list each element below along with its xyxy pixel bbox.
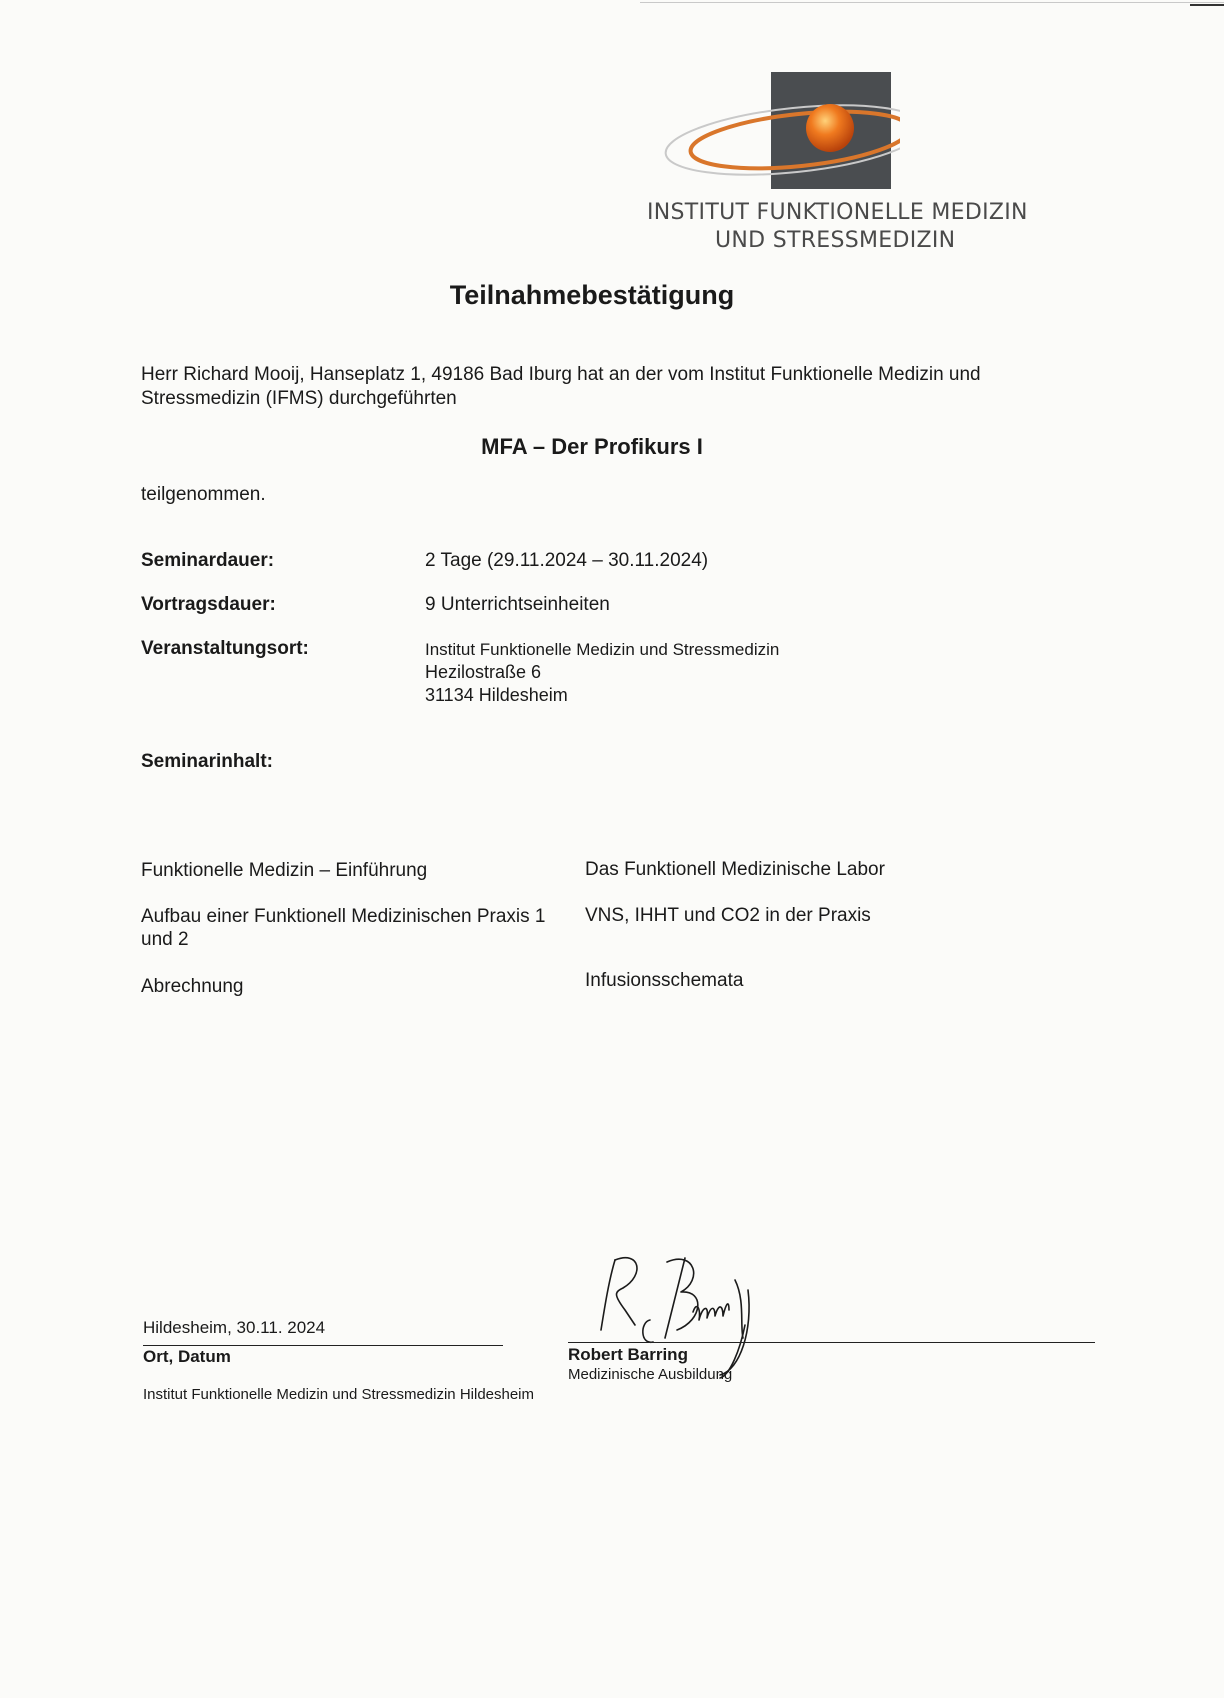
lecture-value: 9 Unterrichtseinheiten	[425, 594, 610, 615]
topic-right-3: Infusionsschemata	[585, 970, 744, 991]
signature-line-right	[568, 1342, 1095, 1343]
place-date-label: Ort, Datum	[143, 1347, 231, 1366]
signature-line-left	[143, 1345, 503, 1346]
place-date: Hildesheim, 30.11. 2024	[143, 1318, 326, 1337]
topic-left-3: Abrechnung	[141, 976, 244, 997]
scan-edge-mark	[1190, 4, 1224, 6]
venue-address	[425, 638, 779, 707]
document-title: Teilnahmebestätigung	[449, 280, 735, 310]
institute-logo	[640, 68, 1030, 268]
course-title: MFA – Der Profikurs I	[481, 434, 703, 459]
venue-line-1: Institut Funktionelle Medizin und Stressmedizin	[425, 640, 780, 659]
logo-graphic-icon	[640, 68, 900, 193]
content-label: Seminarinhalt:	[141, 751, 273, 772]
scan-edge-line	[640, 2, 1224, 3]
venue-line-2: Hezilostraße 6	[425, 662, 542, 682]
signer-name: Robert Barring	[568, 1345, 688, 1364]
lecture-label: Vortragsdauer:	[141, 594, 276, 615]
venue-label: Veranstaltungsort:	[141, 638, 309, 659]
logo-text-line2: UND STRESSMEDIZIN	[715, 228, 956, 253]
topic-left-1: Funktionelle Medizin – Einführung	[141, 860, 428, 881]
institute-footer: Institut Funktionelle Medizin und Stressmedizin Hildesheim	[143, 1386, 535, 1403]
venue-line-3: 31134 Hildesheim	[425, 685, 568, 705]
participated-text: teilgenommen.	[141, 484, 266, 505]
topic-left-2: Aufbau einer Funktionell Medizinischen Praxis 1 und 2	[141, 906, 546, 950]
topic-right-1: Das Funktionell Medizinische Labor	[585, 859, 885, 880]
duration-label: Seminardauer:	[141, 550, 275, 571]
logo-text-line1: INSTITUT FUNKTIONELLE MEDIZIN	[647, 200, 1028, 225]
topic-right-2: VNS, IHHT und CO2 in der Praxis	[585, 905, 871, 926]
signer-role: Medizinische Ausbildung	[568, 1366, 733, 1383]
intro-paragraph: Herr Richard Mooij, Hanseplatz 1, 49186 Bad Iburg hat an der vom Institut Funktionelle Medizin und Stressmedizin (IFMS) durchgeführten	[141, 364, 981, 409]
duration-value: 2 Tage (29.11.2024 – 30.11.2024)	[425, 550, 709, 571]
